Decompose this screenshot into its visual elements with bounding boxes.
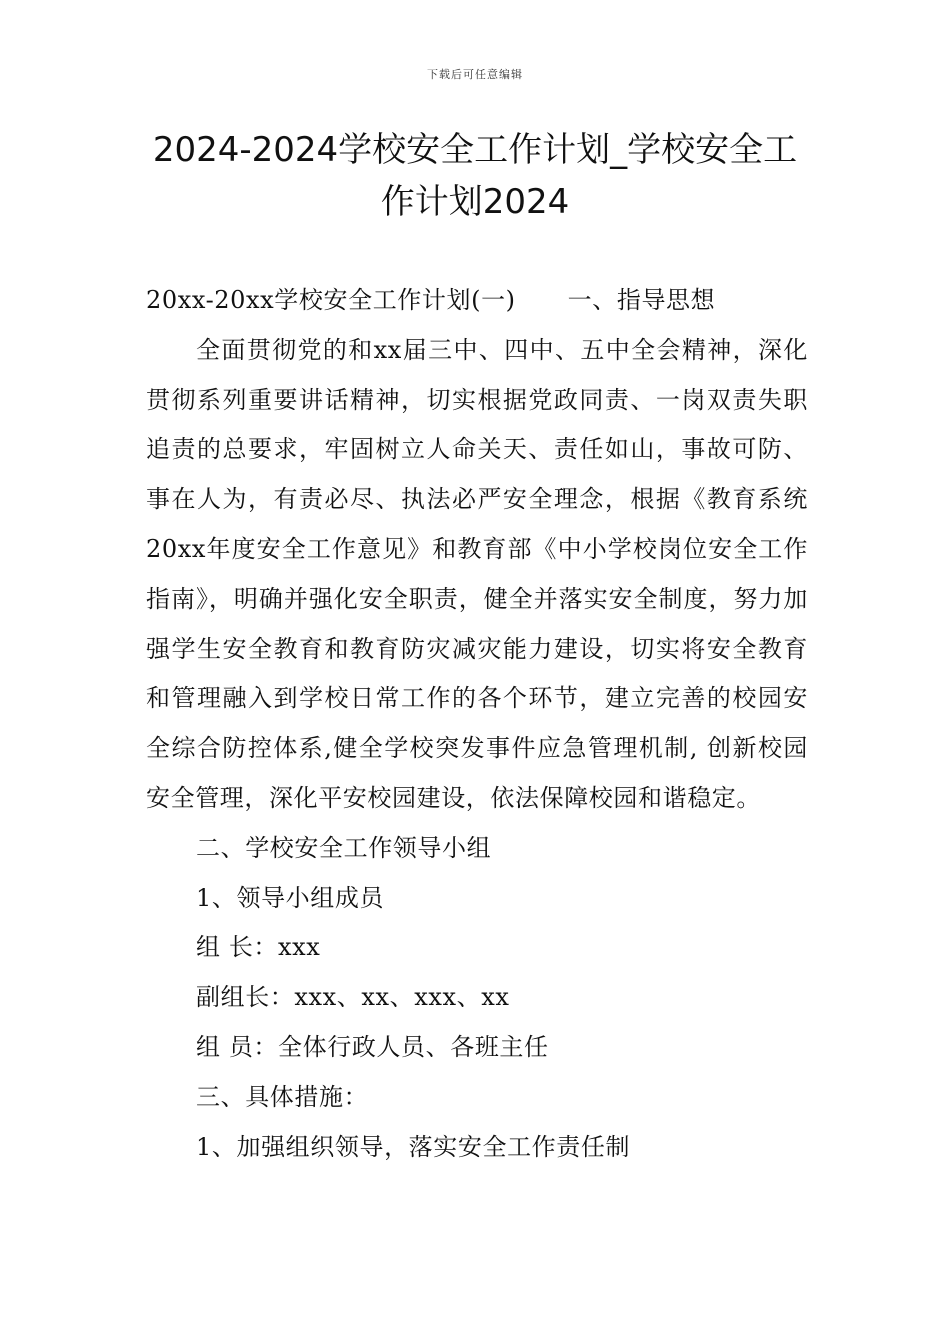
title-line-1: 2024-2024学校安全工作计划_学校安全工 (152, 130, 798, 170)
document-body (146, 276, 808, 1172)
document-title (120, 124, 830, 228)
title-line-2: 作计划2024 (380, 182, 570, 222)
section-2-subheading: 1、领导小组成员 (196, 883, 385, 912)
guiding-ideology-paragraph: 全面贯彻党的和xx届三中、四中、五中全会精神，深化贯彻系列重要讲话精神，切实根据党政同责、一岗双责失职追责的总要求，牢固树立人命关天、责任如山，事故可防、事在人为，有责必尽、执法必严安全理念，根据《教育系统20xx年度安全工作意见》和教育部《中小学校岗位安全工作指南》，明确并强化安全职责，健全并落实安全制度，努力加强学生安全教育和教育防灾减灾能力建设，切实将安全教育和管理融入到学校日常工作的各个环节，建立完善的校园安全综合防控体系,健全学校突发事件应急管理机制, 创新校园安全管理，深化平安校园建设，依法保障校园和谐稳定。 (146, 335, 808, 812)
section-3-subheading: 1、加强组织领导，落实安全工作责任制 (196, 1132, 631, 1161)
lead-line (146, 276, 808, 326)
section-1-heading: 一、指导思想 (567, 286, 716, 314)
header-note: 下载后可任意编辑 (427, 68, 523, 81)
plan-subtitle: 20xx-20xx学校安全工作计划(一) (146, 286, 516, 314)
section-3-heading: 三、具体措施： (196, 1082, 369, 1111)
member-deputy: 副组长：xxx、xx、xxx、xx (196, 983, 510, 1012)
member-staff: 组 员：全体行政人员、各班主任 (196, 1032, 549, 1061)
member-leader: 组 长：xxx (196, 933, 321, 962)
section-2-heading: 二、学校安全工作领导小组 (196, 833, 492, 862)
